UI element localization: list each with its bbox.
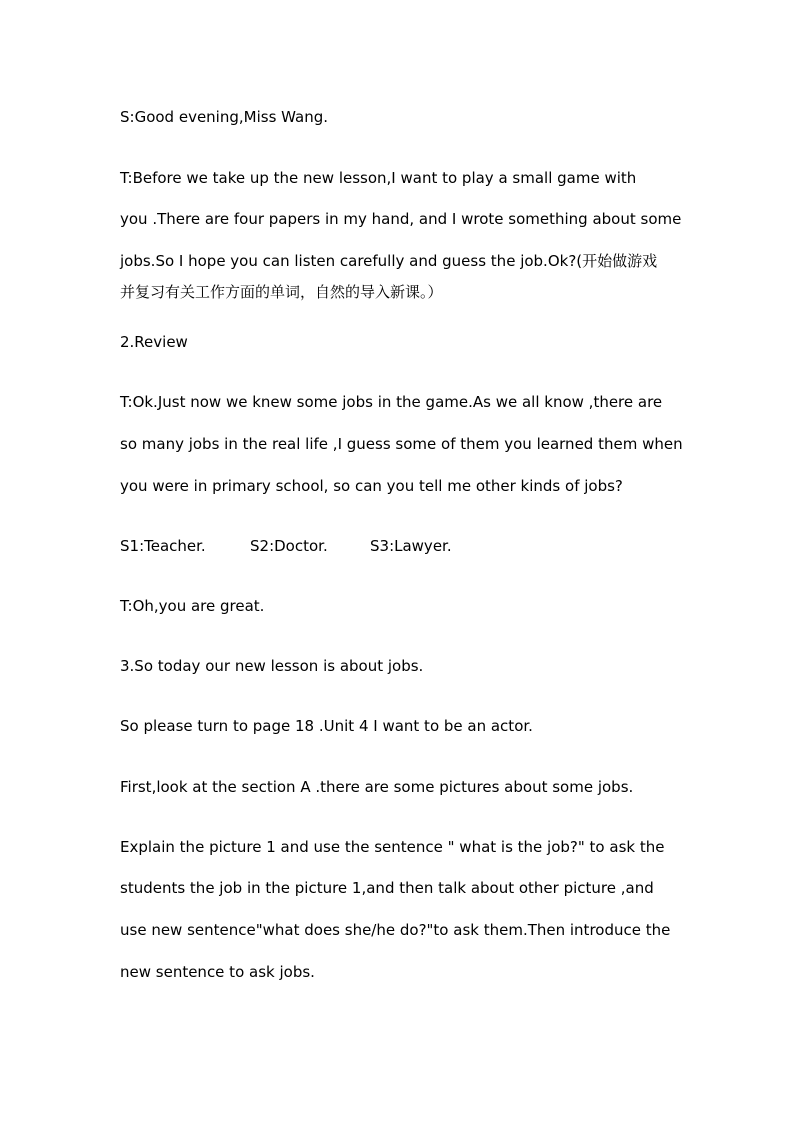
student-answer-2: S2:Doctor. xyxy=(250,537,328,555)
greeting-line: S:Good evening,Miss Wang. xyxy=(120,108,329,126)
explain-line-1: Explain the picture 1 and use the sentence " what is the job?" to ask the xyxy=(120,838,665,856)
teacher-review-line-3: you were in primary school, so can you tell me other kinds of jobs? xyxy=(120,477,623,495)
student-answer-3: S3:Lawyer. xyxy=(370,537,452,555)
teacher-intro-line-3: jobs.So I hope you can listen carefully and guess the job.Ok?(开始做游戏 xyxy=(120,252,658,270)
teacher-intro-line-4: 并复习有关工作方面的单词，自然的导入新课。） xyxy=(120,283,443,301)
turn-page-line: So please turn to page 18 .Unit 4 I want to be an actor. xyxy=(120,717,533,735)
student-answer-1: S1:Teacher. xyxy=(120,537,206,555)
student-answers-row xyxy=(120,536,452,556)
explain-line-3: use new sentence"what does she/he do?"to ask them.Then introduce the xyxy=(120,921,671,939)
section-3-heading: 3.So today our new lesson is about jobs. xyxy=(120,657,424,675)
teacher-review-line-2: so many jobs in the real life ,I guess some of them you learned them when xyxy=(120,435,683,453)
teacher-intro-line-2: you .There are four papers in my hand, and I wrote something about some xyxy=(120,210,682,228)
teacher-review-line-1: T:Ok.Just now we knew some jobs in the game.As we all know ,there are xyxy=(120,393,663,411)
explain-line-4: new sentence to ask jobs. xyxy=(120,963,315,981)
section-a-line: First,look at the section A .there are some pictures about some jobs. xyxy=(120,778,634,796)
teacher-intro-line-1: T:Before we take up the new lesson,I want to play a small game with xyxy=(120,169,637,187)
explain-line-2: students the job in the picture 1,and then talk about other picture ,and xyxy=(120,879,654,897)
section-2-heading: 2.Review xyxy=(120,333,188,351)
teacher-praise-line: T:Oh,you are great. xyxy=(120,597,265,615)
